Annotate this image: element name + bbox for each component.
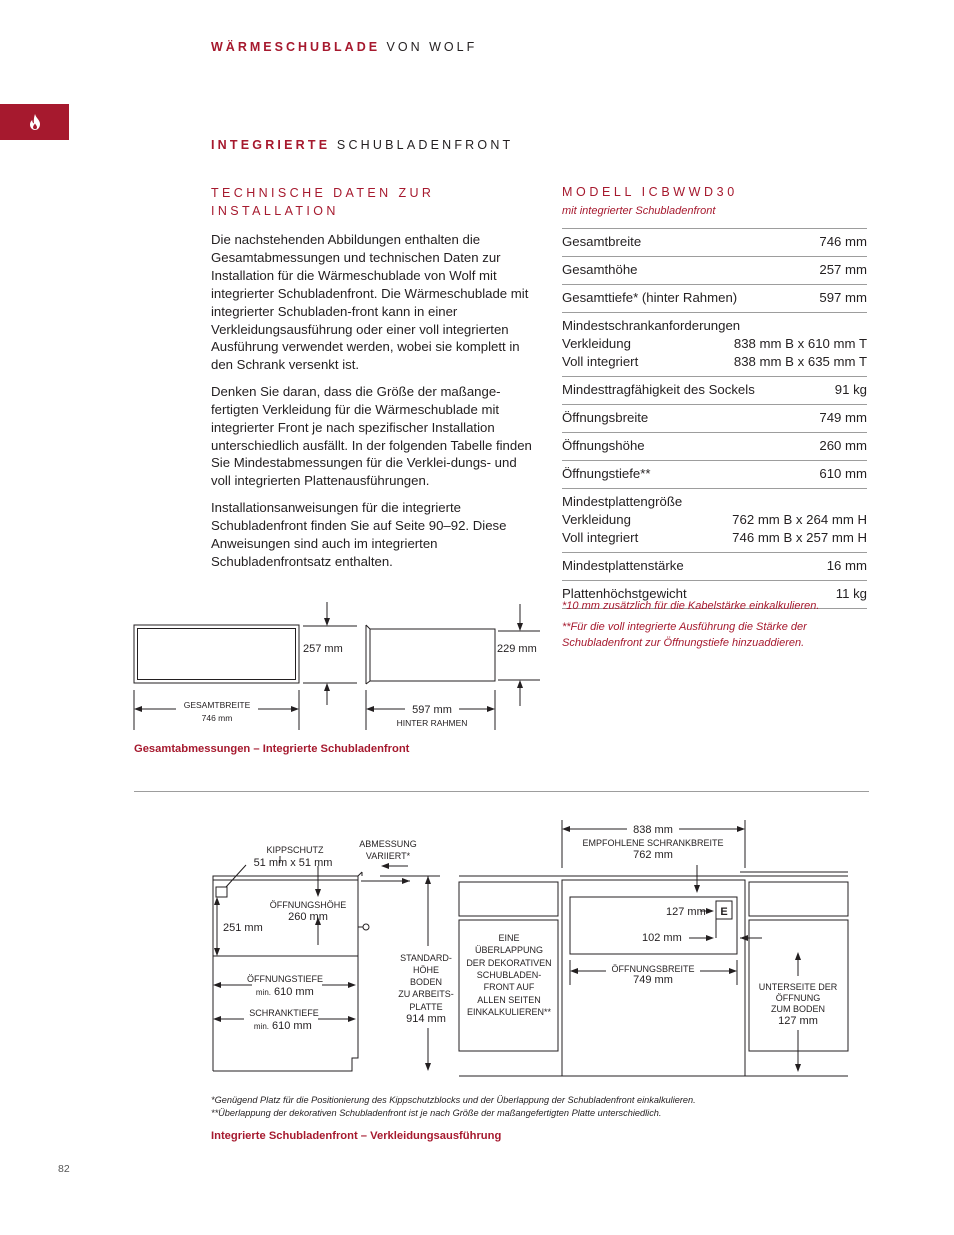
- installation-footnote-2: **Überlappung der dekorativen Schubladenfront ist je nach Größe der maßangefertigten Platte unterschiedlich.: [211, 1108, 662, 1118]
- d1-width-title: GESAMTBREITE: [183, 700, 251, 710]
- spec-sub-label: Voll integriert: [562, 354, 639, 369]
- d2-abmessung-1: ABMESSUNG: [359, 839, 417, 849]
- svg-text:UNTERSEITE DER: UNTERSEITE DER: [758, 982, 838, 992]
- d2-unterseite-value: 127 mm: [778, 1015, 818, 1027]
- d2-e-mark: E: [720, 906, 728, 918]
- body-paragraph-3: Installationsanweisungen für die integrierte Schubladenfront finden Sie auf Seite 90–92. Diese Anweisungen sind auch im integrierten Schubladenfrontsatz enthalten.: [211, 499, 507, 569]
- spec-label: Gesamtbreite: [562, 234, 642, 249]
- tech-title-line2: INSTALLATION: [211, 204, 339, 218]
- d2-oeffnungshoehe-value: 260 mm: [288, 911, 328, 923]
- page-number: 82: [58, 1163, 70, 1175]
- spec-value: 746 mm: [819, 234, 867, 249]
- svg-text:BODEN: BODEN: [409, 977, 443, 987]
- d2-schranktiefe: SCHRANKTIEFE: [249, 1008, 319, 1018]
- overall-dimensions-caption: Gesamtabmessungen – Integrierte Schubladenfront: [134, 743, 410, 755]
- model-subtitle: mit integrierter Schubladenfront: [562, 205, 716, 217]
- d2-oeffnungstiefe-value: 610 mm: [274, 986, 314, 998]
- d2-kippschutz-size: 51 mm x 51 mm: [253, 857, 333, 869]
- d2-oeffnungstiefe: ÖFFNUNGSTIEFE: [247, 974, 323, 984]
- svg-text:FRONT AUF: FRONT AUF: [483, 982, 535, 992]
- tech-title-line1: TECHNISCHE DATEN ZUR: [211, 186, 435, 200]
- section-title-bold: INTEGRIERTE: [211, 138, 331, 152]
- d2-h251: 251 mm: [223, 922, 263, 934]
- section-title-rest: SCHUBLADENFRONT: [330, 138, 514, 152]
- d2-standard-label: [398, 953, 454, 1012]
- d1-depth-value: 597 mm: [412, 704, 452, 716]
- spec-label: Mindestschrankanforderungen: [562, 318, 741, 333]
- d2-oeffnungsbreite: ÖFFNUNGSBREITE: [611, 964, 695, 974]
- spec-value: 749 mm: [819, 410, 867, 425]
- model-title: MODELL ICBWWD30: [562, 185, 738, 199]
- svg-text:HÖHE: HÖHE: [412, 965, 440, 975]
- spec-sub-value: 838 mm B x 635 mm T: [733, 354, 867, 369]
- d2-kippschutz: KIPPSCHUTZ: [266, 845, 324, 855]
- spec-label: Gesamttiefe* (hinter Rahmen): [562, 290, 738, 305]
- spec-value: 257 mm: [819, 262, 867, 277]
- spec-sub-value: 838 mm B x 610 mm T: [733, 336, 867, 351]
- d2-w838: 838 mm: [633, 824, 673, 836]
- d2-oeffnungshoehe: ÖFFNUNGSHÖHE: [269, 900, 347, 910]
- svg-text:SCHUBLADEN-: SCHUBLADEN-: [476, 970, 542, 980]
- spec-sub-value: 762 mm B x 264 mm H: [732, 512, 867, 527]
- header-brand-rest: VON WOLF: [380, 40, 478, 54]
- body-paragraph-1: Die nachstehenden Abbildungen enthalten die Gesamtabmessungen und technischen Daten zur Installation für die Wärmeschublade von Wolf mit integrierter Schubladenfront. Die Wärmeschublade mit integrierter Schubladen-front kann in einer Verkleidungsausführung oder einer voll integrierten Ausführung verwendet werden, wobei sie komplett in den Schrank versenkt ist.: [211, 232, 529, 373]
- spec-label: Mindestplattenstärke: [562, 558, 684, 573]
- spec-note-2a: **Für die voll integrierte Ausführung die Stärke der: [562, 621, 807, 633]
- d2-overlap-label: [466, 933, 551, 1017]
- spec-note-2b: Schubladenfront zur Öffnungstiefe hinzuaddieren.: [562, 637, 805, 649]
- installation-caption: Integrierte Schubladenfront – Verkleidungsausführung: [211, 1130, 502, 1142]
- d2-oeffnungsbreite-value: 749 mm: [633, 974, 673, 986]
- d2-w762: 762 mm: [633, 849, 673, 861]
- d1-height-label: 257 mm: [303, 643, 343, 655]
- d2-unterseite-label: [759, 982, 838, 1014]
- svg-text:ÖFFNUNG: ÖFFNUNG: [775, 993, 821, 1003]
- spec-sub-label: Verkleidung: [562, 336, 631, 351]
- d2-h102: 102 mm: [642, 932, 682, 944]
- header-brand-bold: WÄRMESCHUBLADE: [211, 40, 381, 54]
- d2-h127: 127 mm: [666, 906, 706, 918]
- svg-text:STANDARD-: STANDARD-: [400, 953, 452, 963]
- spec-sub-label: Voll integriert: [562, 530, 639, 545]
- body-paragraph-2: Denken Sie daran, dass die Größe der maßange-fertigten Verkleidung für die Wärmeschublade mit integrierter Front je nach spezifischer Installation unterschiedlich ausfällt. In der folgenden Tabelle finden Sie Mindestabmessungen für die Verklei-dungs- und voll integrierten Plattenausführungen.: [211, 383, 532, 489]
- d2-empfohlene: EMPFOHLENE SCHRANKBREITE: [582, 838, 724, 848]
- svg-text:ZUM BODEN: ZUM BODEN: [771, 1004, 825, 1014]
- d2-min-2: min.: [253, 1022, 269, 1031]
- spec-label: Mindesttragfähigkeit des Sockels: [562, 382, 755, 397]
- installation-footnotes: [211, 1094, 696, 1120]
- svg-text:PLATTE: PLATTE: [409, 1002, 443, 1012]
- spec-label: Gesamthöhe: [562, 262, 638, 277]
- spec-value: 260 mm: [819, 438, 867, 453]
- spec-label: Plattenhöchstgewicht: [562, 586, 687, 601]
- spec-label: Öffnungshöhe: [562, 438, 645, 453]
- spec-note-1: *10 mm zusätzlich für die Kabelstärke einkalkulieren.: [562, 600, 820, 612]
- d2-abmessung-2: VARIIERT*: [365, 851, 411, 861]
- spec-label: Öffnungsbreite: [562, 410, 649, 425]
- anti-tip-block: [216, 887, 227, 897]
- svg-text:EINE: EINE: [498, 933, 520, 943]
- svg-text:ZU ARBEITS-: ZU ARBEITS-: [398, 989, 454, 999]
- opening-rect: [570, 897, 737, 954]
- installation-footnote-1: *Genügend Platz für die Positionierung des Kippschutzblocks und der Überlappung der Schubladenfront einkalkulieren.: [211, 1095, 696, 1105]
- spec-value: 16 mm: [826, 558, 867, 573]
- d2-schranktiefe-value: 610 mm: [272, 1020, 312, 1032]
- d2-min-1: min.: [255, 988, 271, 997]
- spec-value: 91 kg: [834, 382, 867, 397]
- d1-depth-height-label: 229 mm: [497, 643, 537, 655]
- svg-text:EINKALKULIEREN**: EINKALKULIEREN**: [466, 1007, 552, 1017]
- d1-depth-note: HINTER RAHMEN: [396, 718, 468, 728]
- spec-label: Öffnungstiefe**: [562, 466, 651, 481]
- d1-width-value: 746 mm: [201, 713, 233, 723]
- spec-value: 11 kg: [835, 586, 867, 601]
- svg-text:ÜBERLAPPUNG: ÜBERLAPPUNG: [474, 945, 544, 955]
- svg-text:ALLEN SEITEN: ALLEN SEITEN: [477, 995, 541, 1005]
- d2-standard-value: 914 mm: [406, 1013, 446, 1025]
- spec-value: 597 mm: [819, 290, 867, 305]
- spec-value: 610 mm: [819, 466, 867, 481]
- svg-text:DER DEKORATIVEN: DER DEKORATIVEN: [466, 958, 552, 968]
- spec-sub-value: 746 mm B x 257 mm H: [732, 530, 867, 545]
- spec-sub-label: Verkleidung: [562, 512, 631, 527]
- spec-label: Mindestplattengröße: [562, 494, 683, 509]
